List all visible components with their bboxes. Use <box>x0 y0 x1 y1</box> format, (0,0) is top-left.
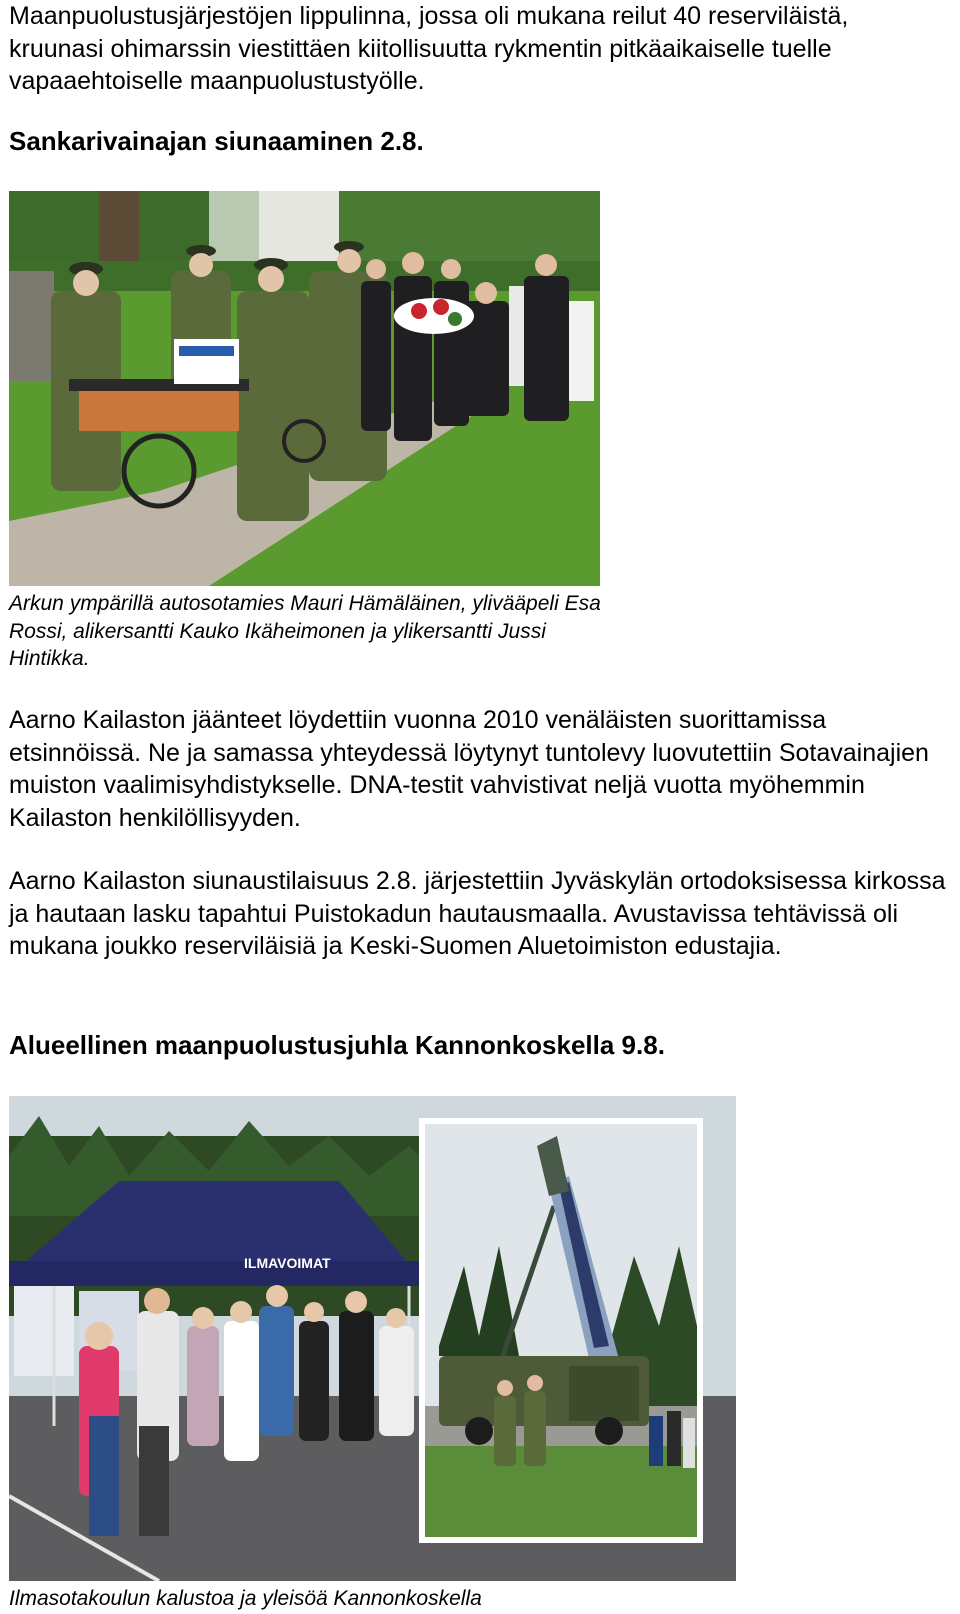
festival-photo <box>9 1096 736 1581</box>
ceremony-paragraph: Aarno Kailaston siunaustilaisuus 2.8. järjestettiin Jyväskylän ortodoksisessa kirkossa ja hautaan lasku tapahtui Puistokadun hautausmaalla. Avustavissa tehtävissä oli mukana joukko reserviläisiä ja Keski-Suomen Aluetoimiston edustajia. <box>9 867 946 960</box>
heading-blessing: Sankarivainajan siunaaminen 2.8. <box>9 126 424 156</box>
funeral-photo <box>9 191 600 586</box>
festival-photo-caption: Ilmasotakoulun kalustoa ja yleisöä Kannonkoskella <box>9 1587 482 1610</box>
tent-banner-text: ILMAVOIMAT <box>244 1255 331 1271</box>
funeral-photo-caption: Arkun ympärillä autosotamies Mauri Hämäläinen, ylivääpeli Esa Rossi, alikersantti Kauko Ikäheimonen ja ylikersantti Jussi Hintikka. <box>9 592 601 670</box>
remains-paragraph: Aarno Kailaston jäänteet löydettiin vuonna 2010 venäläisten suorittamissa etsinnöissä. Ne ja samassa yhteydessä löytynyt tuntolevy luovutettiin Sotavainajien muiston vaalimisyhdistykselle. DNA-testit vahvistivat neljä vuotta myöhemmin Kailaston henkilöllisyyden. <box>9 706 929 832</box>
intro-paragraph: Maanpuolustusjärjestöjen lippulinna, jossa oli mukana reilut 40 reserviläistä, kruunasi ohimarssin viestittäen kiitollisuutta rykmentin pitkäaikaiselle tuelle vapaaehtoiselle maanpuolustustyölle. <box>9 2 849 95</box>
heading-festival: Alueellinen maanpuolustusjuhla Kannonkoskella 9.8. <box>9 1030 665 1060</box>
